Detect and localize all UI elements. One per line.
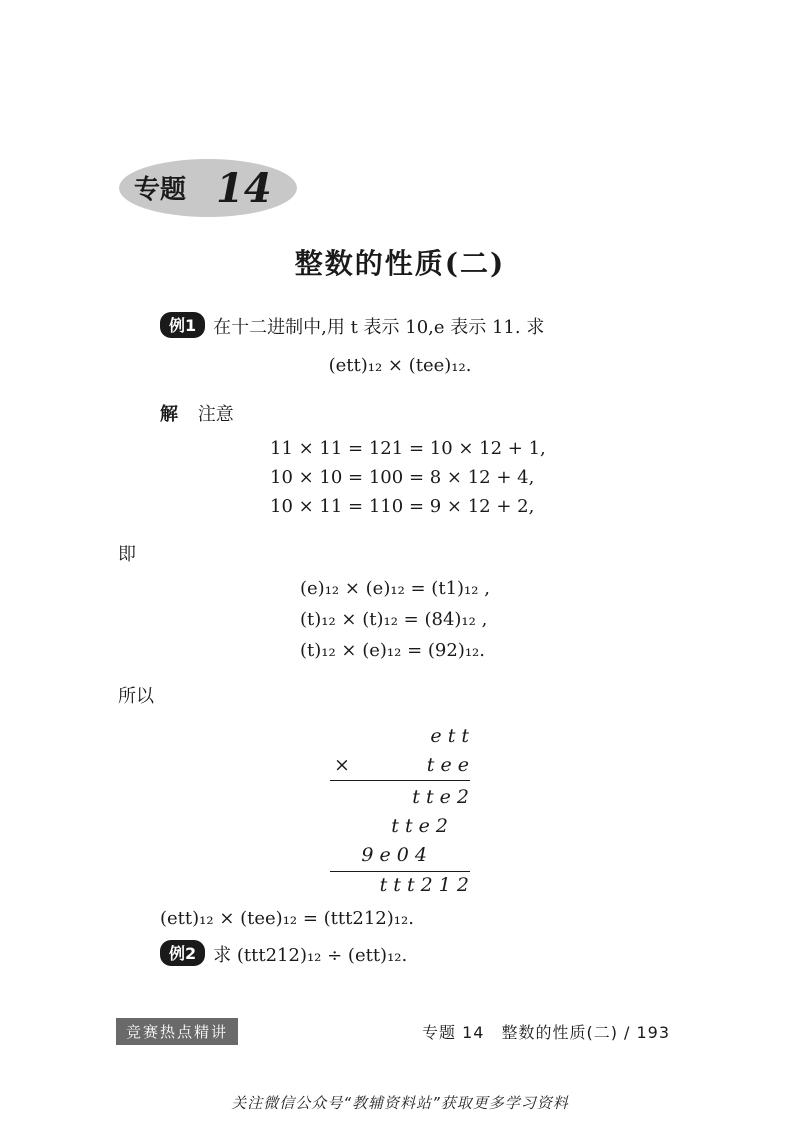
mult-row2: t e e — [426, 754, 469, 776]
topic-label: 专题 — [134, 175, 187, 205]
solution-intro: 注意 — [197, 404, 234, 425]
base12-equation-3: (t)₁₂ × (e)₁₂ = (92)₁₂. — [300, 640, 485, 661]
equation-1: 11 × 11 = 121 = 10 × 12 + 1, — [270, 438, 546, 459]
base12-equation-1: (e)₁₂ × (e)₁₂ = (t1)₁₂ , — [300, 578, 490, 599]
example2-statement: 求 (ttt212)₁₂ ÷ (ett)₁₂. — [213, 945, 408, 966]
mult-partial-3: 9 e 0 4 — [361, 844, 427, 866]
mult-partial-1: t t e 2 — [412, 786, 469, 808]
example1-line — [160, 312, 544, 339]
page-title: 整数的性质(二) — [294, 247, 506, 280]
mult-operator: × — [334, 754, 350, 776]
watermark-text: 关注微信公众号“教辅资料站”获取更多学习资料 — [231, 1094, 569, 1112]
mult-rule-1 — [330, 780, 470, 781]
mult-row1: e t t — [430, 725, 469, 747]
solution-intro-line — [160, 400, 234, 426]
topic-badge — [118, 158, 298, 218]
example1-badge: 例1 — [160, 312, 205, 338]
example1-statement: 在十二进制中,用 t 表示 10,e 表示 11. 求 — [213, 317, 545, 338]
mult-partial-2: t t e 2 — [391, 815, 448, 837]
base12-equation-2: (t)₁₂ × (t)₁₂ = (84)₁₂ , — [300, 609, 488, 630]
footer-chapter-page: 专题 14 整数的性质(二) / 193 — [422, 1023, 671, 1042]
equation-2: 10 × 10 = 100 = 8 × 12 + 4, — [270, 467, 535, 488]
mult-result: t t t 2 1 2 — [379, 874, 469, 896]
equation-3: 10 × 11 = 110 = 9 × 12 + 2, — [270, 496, 535, 517]
topic-badge-graphic — [118, 158, 298, 218]
solution-conclusion: (ett)₁₂ × (tee)₁₂ = (ttt212)₁₂. — [160, 908, 414, 929]
example1-formula: (ett)₁₂ × (tee)₁₂. — [328, 355, 472, 376]
mult-rule-2 — [330, 871, 470, 872]
suoyi-label: 所以 — [118, 686, 154, 707]
example2-line — [160, 940, 407, 967]
example2-badge: 例2 — [160, 940, 205, 966]
footer-series-badge: 竞赛热点精讲 — [116, 1018, 238, 1045]
ji-label: 即 — [118, 544, 136, 565]
topic-number: 14 — [216, 165, 272, 212]
solution-label: 解 — [160, 404, 178, 425]
